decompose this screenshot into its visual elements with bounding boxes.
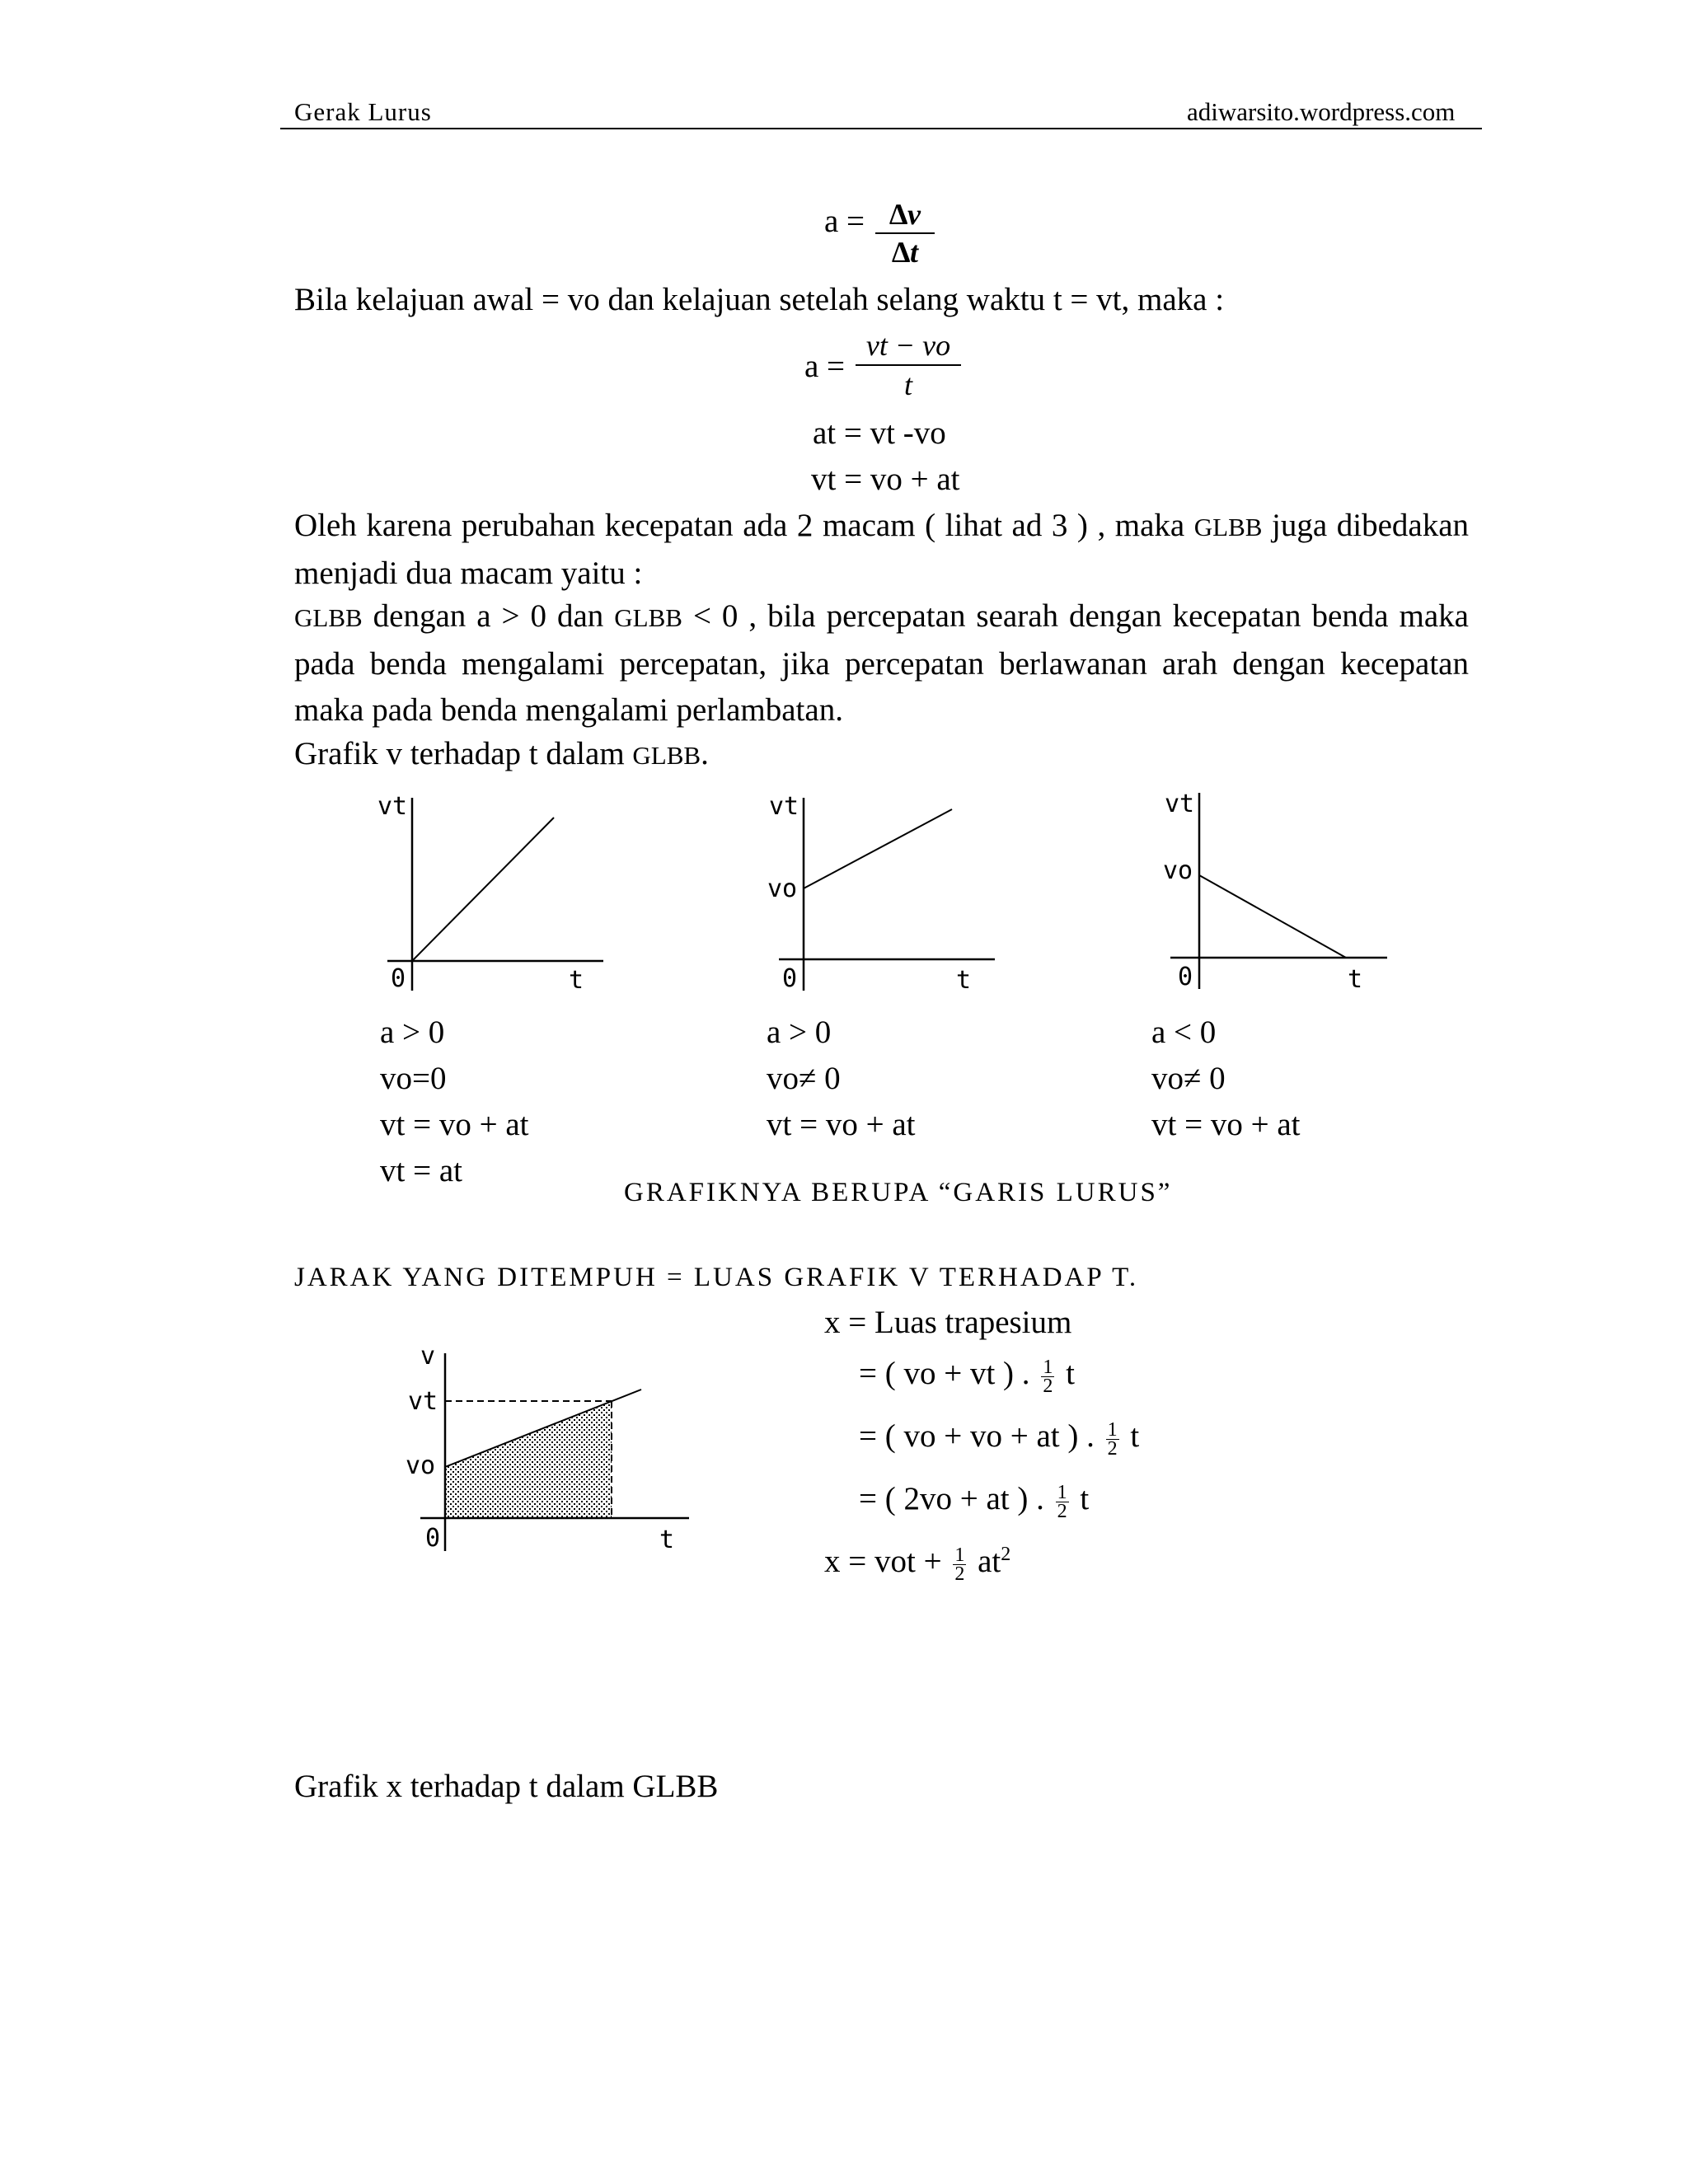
paragraph-text: juga dibedakan menjadi dua macam yaitu : — [294, 508, 1469, 591]
vo-label: vo — [406, 1451, 436, 1480]
derivation-line-5 — [824, 1543, 1010, 1583]
formula-a-delta — [824, 203, 865, 240]
derivation-text: at — [978, 1544, 1001, 1579]
graph-title-end: . — [701, 736, 709, 771]
x-axis-label: t — [659, 1526, 675, 1554]
fraction-half — [1106, 1418, 1119, 1460]
velocity-line — [1199, 875, 1346, 958]
formula-lhs: a = — [824, 204, 865, 239]
glbb-term: GLBB — [1193, 513, 1263, 541]
derivation-text: = ( 2vo + at ) . — [859, 1481, 1044, 1516]
caption-straight-line: GRAFIKNYA BERUPA “GARIS LURUS” — [624, 1178, 1173, 1207]
graph-area — [396, 1335, 701, 1558]
glbb-term: GLBB — [614, 603, 682, 632]
derivation-text: x = vot + — [824, 1544, 942, 1579]
header-rule — [280, 128, 1482, 129]
condition: a > 0 — [767, 1015, 832, 1050]
graph-title-text: Grafik v terhadap t dalam — [294, 736, 633, 771]
graph-vt-3 — [1150, 783, 1405, 997]
graph-vt-1 — [363, 783, 618, 997]
frac-num: 1 — [1043, 1356, 1053, 1378]
fraction-half — [953, 1546, 966, 1583]
fraction-den: ∆t — [891, 236, 919, 269]
y-axis-label: vt — [377, 792, 408, 821]
condition: vo≠ 0 — [767, 1061, 841, 1096]
paragraph-text: < 0 , bila percepatan searah dengan kecepatan benda maka pada benda mengalami percepatan, jika percepatan berlawanan arah dengan kecepatan maka pada benda mengalami perlambatan. — [294, 598, 1469, 728]
frac-den: 2 — [1043, 1375, 1053, 1397]
derivation-text: = ( vo + vo + at ) . — [859, 1418, 1095, 1454]
y-axis-label: vt — [769, 792, 799, 821]
vo-label: vo — [1163, 856, 1193, 885]
conditions-graph-3 — [1151, 1010, 1300, 1148]
velocity-line — [804, 809, 952, 888]
derivation-line-2 — [859, 1355, 1075, 1395]
equation-vt: vt = vo + at — [811, 462, 960, 497]
derivation-t: t — [1130, 1418, 1140, 1454]
frac-den: 2 — [954, 1563, 965, 1585]
distance-heading: JARAK YANG DITEMPUH = LUAS GRAFIK V TERHADAP T. — [294, 1263, 1139, 1292]
fraction-bar — [875, 232, 935, 234]
header-site: adiwarsito.wordpress.com — [1187, 97, 1456, 126]
header-title: Gerak Lurus — [294, 97, 432, 126]
frac-den: 2 — [1107, 1437, 1118, 1460]
fraction-bar — [856, 364, 961, 366]
condition: vo=0 — [380, 1061, 447, 1096]
derivation-line-4 — [859, 1480, 1089, 1521]
velocity-line — [412, 818, 554, 961]
condition: a > 0 — [380, 1015, 445, 1050]
exponent: 2 — [1001, 1544, 1011, 1565]
frac-num: 1 — [954, 1544, 965, 1566]
fraction-half — [1041, 1358, 1054, 1395]
graph-xt-title: Grafik x terhadap t dalam GLBB — [294, 1769, 719, 1804]
condition: vt = vo + at — [767, 1107, 916, 1142]
conditions-graph-2 — [767, 1010, 915, 1148]
fraction-num: vt − vo — [865, 329, 951, 362]
derivation-line-3 — [859, 1418, 1139, 1458]
paragraph-text: Oleh karena perubahan kecepatan ada 2 macam ( lihat ad 3 ) , maka — [294, 508, 1194, 543]
graph-vt-title — [294, 731, 709, 779]
frac-num: 1 — [1107, 1418, 1118, 1441]
x-axis-label: t — [1348, 965, 1363, 994]
glbb-term: GLBB — [632, 741, 701, 770]
paragraph-two-types — [294, 503, 1469, 597]
y-axis-label: v — [420, 1342, 436, 1371]
formula-a-frac: a = — [804, 349, 846, 384]
condition: vt = at — [380, 1153, 462, 1188]
origin-label: 0 — [782, 964, 798, 993]
text-initial-speed: Bila kelajuan awal = vo dan kelajuan setelah selang waktu t = vt, maka : — [294, 282, 1225, 317]
condition: vt = vo + at — [1151, 1107, 1301, 1142]
glbb-term: GLBB — [294, 603, 363, 632]
condition: a < 0 — [1151, 1015, 1217, 1050]
fraction-vt-vo — [856, 328, 961, 402]
origin-label: 0 — [1178, 963, 1193, 991]
origin-label: 0 — [391, 964, 406, 993]
fraction-delta — [875, 198, 935, 269]
vt-label: vt — [408, 1387, 438, 1416]
equation-at: at = vt -vo — [813, 415, 946, 451]
paragraph-acceleration — [294, 593, 1469, 733]
y-axis-label: vt — [1165, 790, 1195, 818]
frac-num: 1 — [1057, 1481, 1067, 1503]
conditions-graph-1 — [380, 1010, 528, 1194]
shaded-trapezoid — [445, 1401, 612, 1518]
fraction-num: ∆v — [889, 198, 921, 231]
condition: vt = vo + at — [380, 1107, 529, 1142]
derivation-text: = ( vo + vt ) . — [859, 1356, 1030, 1391]
fraction-half — [1056, 1483, 1069, 1521]
frac-den: 2 — [1057, 1500, 1067, 1522]
graph-vt-2 — [754, 783, 1010, 997]
derivation-line-1: x = Luas trapesium — [824, 1305, 1072, 1340]
paragraph-text: dengan a > 0 dan — [362, 598, 615, 634]
x-axis-label: t — [569, 966, 584, 995]
x-axis-label: t — [956, 966, 972, 995]
vo-label: vo — [767, 874, 798, 903]
fraction-den: t — [903, 368, 912, 401]
condition: vo≠ 0 — [1151, 1061, 1226, 1096]
derivation-t: t — [1080, 1481, 1090, 1516]
origin-label: 0 — [425, 1524, 441, 1553]
derivation-t: t — [1066, 1356, 1075, 1391]
